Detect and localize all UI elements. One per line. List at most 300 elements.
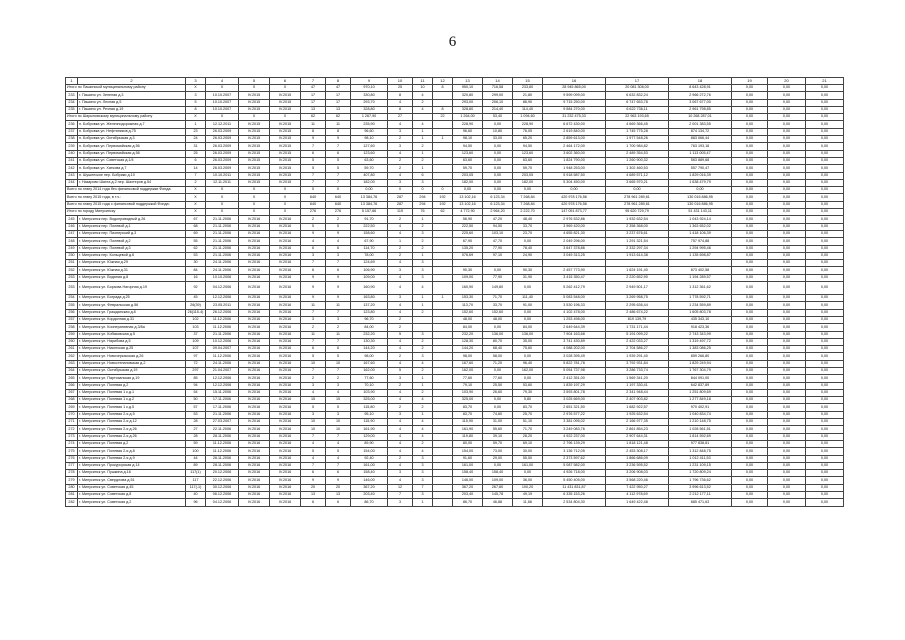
table-row [66,245,844,252]
address-cell: г. Минусинск ул. Кордонная д.31 [78,316,186,323]
table-cell: 20.12.2006 [206,470,239,477]
table-cell: 0,00 [806,492,844,499]
row-number: 280 [66,484,78,491]
table-cell: 4 [388,389,413,396]
table-cell: IV.2016 [270,477,301,484]
table-cell: IV.2015 [270,150,301,157]
table-cell: 27.03.2007 [206,419,239,426]
table-cell: X [239,187,270,194]
address-cell: г. Пашино ул. Речная д.19 [78,106,186,113]
address-cell: г. Минусинск пер. Водопроводный д.26 [78,216,186,223]
table-row [66,324,844,331]
table-cell: 158,40 [453,470,483,477]
table-cell: 4 772,90 [453,209,483,216]
table-cell: 48,40 [513,216,543,223]
table-cell: 25 [388,85,413,92]
table-cell: 97 [186,353,206,360]
table-cell: 109,00 [483,477,513,484]
table-cell: 203,40 [351,492,388,499]
table-cell: 2 049 296,00 [543,238,606,245]
summary-label: Всего по этапу 2015 года с финансовой поддержкой Фонда: [66,201,186,208]
table-cell: 7 [301,462,326,469]
table-cell: 3 [326,382,351,389]
table-cell: 17.11.2006 [206,397,239,404]
table-cell: 0,00 [806,114,844,121]
table-cell: 6 [301,499,326,506]
table-cell [606,260,669,267]
table-cell: 0,00 [732,397,768,404]
row-number: 242 [66,165,78,172]
table-cell: 203,40 [453,492,483,499]
table-row [66,260,844,267]
table-cell: 7 [326,309,351,316]
table-cell: 4 [388,274,413,281]
table-cell: 299,00 [483,92,513,99]
table-cell: 3 [301,252,326,259]
table-cell: 119 [388,209,413,216]
table-cell: 7 904 163,68 [543,331,606,338]
table-cell [433,433,453,440]
table-cell: 3 [413,260,433,267]
table-cell: 3 593 801,78 [543,389,606,396]
table-cell: 276 [301,209,326,216]
table-cell: 4 [301,238,326,245]
table-cell: 7 [388,492,413,499]
table-cell: 0,00 [806,448,844,455]
table-cell: 13 384,76 [351,201,388,208]
table-cell: 4 [388,448,413,455]
table-cell: 2 [388,324,413,331]
table-cell: 4 [301,440,326,447]
table-cell: 2 222,70 [513,209,543,216]
table-cell: 757 974,88 [669,238,732,245]
table-cell: 233,60 [513,85,543,92]
column-number: 12 [433,78,453,85]
table-cell: 2 961 798,85 [669,106,732,113]
table-cell: 65,20 [513,136,543,143]
summary-row [66,209,844,216]
table-cell: 4 [388,121,413,128]
address-cell: г. Минусинск ул. Партизанская д.19 [78,375,186,382]
table-cell: 0,00 [732,353,768,360]
table-cell: 330,80 [351,92,388,99]
table-cell: 2 649 644,39 [543,324,606,331]
table-cell [433,360,453,367]
table-cell: 3 415 350,47 [543,274,606,281]
table-cell: 9 [301,282,326,295]
table-cell: 0,00 [732,252,768,259]
table-cell: IV.2016 [239,309,270,316]
table-cell: 2 212 177,11 [669,492,732,499]
table-cell: 716,58 [483,85,513,92]
table-cell: X [186,201,206,208]
column-number: 1 [66,78,78,85]
table-cell [433,216,453,223]
table-cell: 0,00 [768,150,806,157]
table-row [66,397,844,404]
table-cell: 640 [326,194,351,201]
table-cell: 0,00 [732,295,768,302]
table-cell: 5 083 548,00 [543,295,606,302]
table-cell: 0 [433,187,453,194]
table-cell: 1 700 984,82 [606,143,669,150]
table-cell: 4 [388,172,413,179]
table-cell: 123,60 [453,150,483,157]
table-cell: 0,00 [732,389,768,396]
table-cell: 8 [433,106,453,113]
table-cell: 5 [186,99,206,106]
table-cell: 5 [326,353,351,360]
table-row [66,484,844,491]
summary-label: Всего по этапу 2015 года, в т.ч.: [66,194,186,201]
table-cell: 36,00 [513,477,543,484]
table-cell: IV.2016 [239,433,270,440]
table-cell: 33,70 [483,302,513,309]
table-cell [433,404,453,411]
column-number: 5 [239,78,270,85]
table-cell: 10 [326,360,351,367]
table-cell: 0,00 [806,411,844,418]
table-cell: 123,60 [351,150,388,157]
table-cell: 0,00 [768,448,806,455]
table-cell: 4 [388,260,413,267]
table-cell: 0,00 [768,157,806,164]
table-cell: 5 157,66 [351,209,388,216]
table-cell: 640 [301,194,326,201]
table-cell: 22 [433,114,453,121]
table-cell: X [239,194,270,201]
table-row [66,295,844,302]
table-cell: 71,70 [513,426,543,433]
table-cell: 4 [388,433,413,440]
table-cell: IV.2016 [239,223,270,230]
summary-label: Всего по этапу 2014 года без финансовой поддержки Фонда: [66,187,186,194]
table-cell: 2 [413,338,433,345]
address-cell: г. Минусинск ул. Водяная д.8 [78,274,186,281]
address-cell: г. Минусинск ул. Полевая 1 к.д.5 [78,404,186,411]
address-cell: г. Минусинск ул. Советская д.45 [78,484,186,491]
table-cell: 0,00 [732,470,768,477]
table-cell: 47,20 [483,216,513,223]
table-cell: 26.03.2009 [206,157,239,164]
table-cell: 0,00 [732,267,768,274]
table-cell: 11 [326,302,351,309]
table-cell [453,260,483,267]
table-cell: X [239,209,270,216]
table-cell: 53,60 [513,382,543,389]
table-cell: 0,00 [732,302,768,309]
table-cell: 160,90 [351,282,388,295]
table-cell: 114,70 [351,245,388,252]
table-cell: 3 381 095,02 [543,419,606,426]
table-cell: 2 [388,157,413,164]
table-cell [433,484,453,491]
table-cell: IV.2016 [239,397,270,404]
table-cell: 13 [301,106,326,113]
table-row [66,282,844,295]
table-cell: 203,05 [453,172,483,179]
table-cell: IV.2015 [270,172,301,179]
table-cell: 74,60 [483,411,513,418]
table-cell: IV.2016 [270,419,301,426]
row-number: 233 [66,92,78,99]
table-cell: 6 [326,150,351,157]
table-cell: IV.2016 [270,375,301,382]
table-cell: X [206,114,239,121]
table-cell [433,346,453,353]
table-cell: 96 [186,499,206,506]
row-number: 265 [66,375,78,382]
table-cell: X [206,209,239,216]
table-row [66,477,844,484]
table-cell: 222,50 [453,223,483,230]
table-cell: 8 [433,85,453,92]
table-cell: 91,70 [351,216,388,223]
table-cell: 98,10 [351,136,388,143]
table-cell: 1 778 592,71 [669,295,732,302]
table-cell: IV.2015 [239,99,270,106]
address-cell: г. Минусинск пер. Пионерский д.3 [78,230,186,237]
table-cell: 5,80 [513,397,543,404]
table-cell: 0,00 [806,316,844,323]
table-cell: 9 [301,230,326,237]
table-cell: 20 [326,484,351,491]
table-cell: IV.2016 [239,492,270,499]
table-cell: IV.2016 [270,440,301,447]
table-cell: 161,00 [453,462,483,469]
table-cell: 102 [186,316,206,323]
row-number: 277 [66,462,78,469]
table-cell: 2 [413,143,433,150]
table-cell: 0 [301,187,326,194]
table-cell: 2 412 351,00 [543,375,606,382]
table-cell: 0,00 [732,157,768,164]
table-cell: 0,00 [768,316,806,323]
table-cell: 1 418 106,39 [669,230,732,237]
table-cell: 228,90 [513,121,543,128]
table-cell: 98,10 [453,136,483,143]
table-cell: 4 [413,121,433,128]
table-cell: 5 [301,157,326,164]
table-cell: 0,00 [768,382,806,389]
table-cell: 55,50 [513,455,543,462]
table-cell: 8 [301,128,326,135]
table-cell: 59,70 [453,165,483,172]
table-cell: 0,00 [732,106,768,113]
table-cell: 0,00 [513,187,543,194]
table-cell: 28.11.2006 [206,462,239,469]
table-cell: 0,00 [806,295,844,302]
table-cell: 3 [413,331,433,338]
table-cell: 11.12.2006 [206,353,239,360]
table-cell: 67,90 [351,238,388,245]
table-cell: 79,30 [513,389,543,396]
table-cell: 57 [186,404,206,411]
table-cell: 297 [186,367,206,374]
table-cell: 3 [388,411,413,418]
table-cell: 6 622 736,11 [606,106,669,113]
table-cell: 0,00 [768,106,806,113]
table-cell: 3 206 908,03 [606,470,669,477]
table-cell: 0,00 [768,462,806,469]
table-cell: 294 [413,194,433,201]
table-cell: 1 [413,382,433,389]
table-cell: 1 012 411,53 [669,455,732,462]
table-cell: 6 [301,245,326,252]
table-cell: 2 534 804,30 [543,499,606,506]
table-cell: 83,70 [513,404,543,411]
table-cell: 6 123,34 [483,201,513,208]
table-cell: 1 569 341,20 [606,375,669,382]
row-number: 279 [66,477,78,484]
table-cell: 24 [186,136,206,143]
table-cell: 17 [326,99,351,106]
table-cell: 11.12.2006 [206,448,239,455]
table-cell: X [239,85,270,92]
table-cell: 435 343,10 [669,316,732,323]
table-cell: 115,90 [351,419,388,426]
table-cell: 3 249 083,76 [543,426,606,433]
table-cell: 77,90 [483,274,513,281]
table-cell: IV.2016 [239,448,270,455]
table-cell: 4 [388,426,413,433]
row-number: 278 [66,470,78,477]
table-cell: 55 [186,238,206,245]
table-cell: 407,80 [351,172,388,179]
table-cell: 0,00 [768,484,806,491]
table-cell: 0,00 [669,187,732,194]
table-cell: 0,00 [806,375,844,382]
table-cell: 0,00 [606,187,669,194]
row-number: 275 [66,448,78,455]
table-cell: 21.11.2006 [206,411,239,418]
table-cell: 0,00 [768,346,806,353]
table-cell: IV.2016 [239,419,270,426]
table-cell: IV.2016 [270,470,301,477]
table-cell: 0,00 [806,477,844,484]
table-cell: 28 [186,419,206,426]
table-cell: 1 731 171,44 [606,324,669,331]
table-cell: 3 602 360,00 [543,150,606,157]
table-cell: 1 [413,128,433,135]
table-cell: 0,00 [732,99,768,106]
table-cell: 28 [186,433,206,440]
column-number: 8 [326,78,351,85]
table-cell: 6 672 430,00 [543,121,606,128]
table-cell: 95 620 729,79 [606,209,669,216]
table-cell: 0,00 [483,172,513,179]
table-cell: 4 [388,419,413,426]
table-cell: 100,20 [513,484,543,491]
table-cell: 0,00 [732,331,768,338]
table-cell: X [206,85,239,92]
table-cell: IV.2016 [270,302,301,309]
table-cell: 1 913 614,38 [606,252,669,259]
table-cell: 2 861 854,23 [606,426,669,433]
table-cell: 0,00 [806,194,844,201]
table-cell: IV.2015 [270,128,301,135]
table-cell: 40 [186,492,206,499]
table-cell: 130 016 886,95 [669,201,732,208]
table-cell: 0,00 [732,433,768,440]
summary-row [66,194,844,201]
table-cell: 0,00 [768,367,806,374]
table-cell: 0,00 [806,245,844,252]
table-cell: 97,10 [483,252,513,259]
table-cell: 1 720 809,24 [669,470,732,477]
table-cell [433,157,453,164]
table-cell: 7 [301,143,326,150]
table-cell: 4 [388,397,413,404]
table-cell: 918 423,36 [669,324,732,331]
table-row [66,353,844,360]
summary-row [66,187,844,194]
table-cell: 10.12.2006 [206,338,239,345]
table-cell: 0,00 [806,397,844,404]
table-cell: 11,66 [513,499,543,506]
table-cell [433,238,453,245]
table-cell: 10 [301,419,326,426]
table-cell: 0,00 [732,324,768,331]
table-cell: 420 978 176,56 [543,201,606,208]
table-cell: 1 [413,150,433,157]
address-cell: г. Минусинск ул. Полевая 1 к.д.2 [78,397,186,404]
column-number-row [66,78,844,85]
table-cell: IV.2016 [239,252,270,259]
table-cell [433,331,453,338]
table-cell: 33,70 [513,223,543,230]
table-cell: 0,00 [768,331,806,338]
table-cell: IV.2016 [270,252,301,259]
table-cell: 30 [186,260,206,267]
table-cell: 15 [301,397,326,404]
address-cell: г. Минусинск ул. Борзова Нагорная д.19 [78,282,186,295]
table-cell: 2 [388,353,413,360]
table-cell [433,353,453,360]
table-cell: 6 335 153,26 [543,492,606,499]
table-cell: 0,00 [513,282,543,295]
table-cell: IV.2016 [270,245,301,252]
table-row [66,462,844,469]
table-cell: 0,00 [806,99,844,106]
table-cell: 10 [326,419,351,426]
table-cell [433,223,453,230]
table-cell [433,499,453,506]
table-cell: 2 166 977,35 [606,419,669,426]
row-number: 255 [66,302,78,309]
table-cell [433,367,453,374]
table-cell: IV.2015 [270,136,301,143]
table-cell: 0,00 [768,223,806,230]
table-cell [433,492,453,499]
table-cell: 0,00 [732,316,768,323]
table-cell: 7 [301,433,326,440]
table-cell: 1 043 924,14 [669,216,732,223]
row-number: 247 [66,230,78,237]
table-cell: 1 829 249,94 [669,360,732,367]
table-cell: 222,50 [351,223,388,230]
table-cell: 24.11.2006 [206,260,239,267]
table-cell: 0,00 [806,440,844,447]
table-cell: 2 [388,455,413,462]
table-cell: 3 [413,477,433,484]
table-cell: 763 193,18 [669,143,732,150]
table-cell: X [239,114,270,121]
table-row [66,419,844,426]
table-cell: IV.2016 [270,338,301,345]
table-cell: 2 [413,157,433,164]
table-cell: 0,00 [806,331,844,338]
